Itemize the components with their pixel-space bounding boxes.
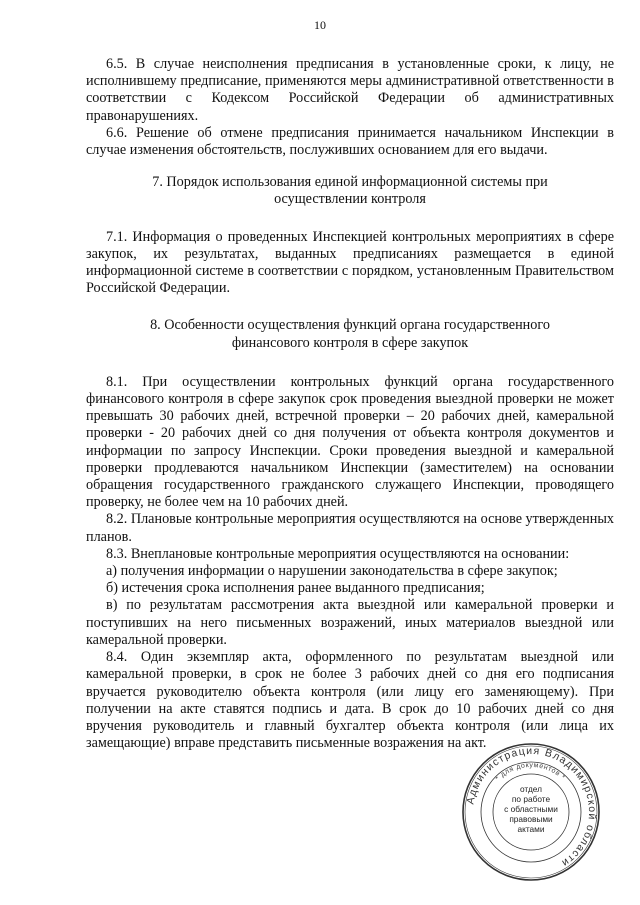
list-item-v: в) по результатам рассмотрения акта выездной или камеральной проверки и поступивших на него письменных возражений, иных материалов выездной или камеральной проверки. — [86, 597, 614, 648]
paragraph-6-6: 6.6. Решение об отмене предписания принимается начальником Инспекции в случае изменения обстоятельств, послуживших основанием для его выдачи. — [86, 124, 614, 159]
paragraph-6-5: 6.5. В случае неисполнения предписания в установленные сроки, к лицу, не исполнившему предписание, применяются меры административной ответственности в соответствии с Кодексом Российской Федерации об административных правонарушениях. — [86, 56, 614, 124]
list-item-b: б) истечения срока исполнения ранее выданного предписания; — [106, 580, 485, 597]
paragraph-7-1: 7.1. Информация о проведенных Инспекцией контрольных мероприятиях в сфере закупок, их результатах, выданных предписаниях размещается в единой информационной системе в соответствии с порядком, установленным Правительством Российской Федерации. — [86, 228, 614, 297]
section-8-heading: 8. Особенности осуществления функций органа государственного финансового контроля в сфере закупок — [150, 317, 550, 351]
official-stamp — [461, 742, 601, 882]
paragraph-8-3: 8.3. Внеплановые контрольные мероприятия осуществляются на основании: — [106, 545, 570, 562]
page-number: 10 — [314, 18, 326, 32]
svg-text:* для документов * — [495, 762, 567, 783]
stamp-line: с областными — [504, 804, 558, 814]
stamp-line: правовыми — [509, 814, 553, 824]
list-item-a: а) получения информации о нарушении законодательства в сфере закупок; — [106, 563, 558, 580]
paragraph-8-2: 8.2. Плановые контрольные мероприятия осуществляются на основе утвержденных планов. — [86, 511, 614, 545]
paragraph-8-1: 8.1. При осуществлении контрольных функций органа государственного финансового контроля в сфере закупок срок проведения выездной проверки не может превышать 30 рабочих дней, встречной проверки – 20 рабочих дней, камеральной проверки - 20 рабочих дней со дня получения от объекта контроля документов и информации по запросу Инспекции. Сроки проведения выездной и камеральной проверки продлеваются начальником Инспекции (заместителем) на основании обращения государственного гражданского служащего Инспекции, проводящего проверку, не более чем на 10 рабочих дней. — [86, 373, 614, 511]
stamp-line: отдел — [520, 784, 542, 794]
paragraph-8-4: 8.4. Один экземпляр акта, оформленного по результатам выездной или камеральной проверки, в срок не более 3 рабочих дней со дня его подписания вручается руководителю объекта контроля (или лицу его заменяющему). При получении на акте ставятся подпись и дата. В срок до 10 рабочих дней со дня вручения руководитель и главный бухгалтер объекта контроля (или лица их замещающие) вправе представить письменные возражения на акт. — [86, 649, 614, 752]
section-7-heading: 7. Порядок использования единой информационной системы при осуществлении контроля — [152, 174, 548, 208]
stamp-line: актами — [517, 824, 545, 834]
document-body — [86, 56, 614, 752]
stamp-line: по работе — [511, 794, 551, 804]
stamp-middle-text: * для документов * — [494, 761, 567, 783]
stamp-inner-text — [499, 784, 563, 834]
stamp-outer-text: Администрация Владимирской области — [464, 744, 599, 870]
